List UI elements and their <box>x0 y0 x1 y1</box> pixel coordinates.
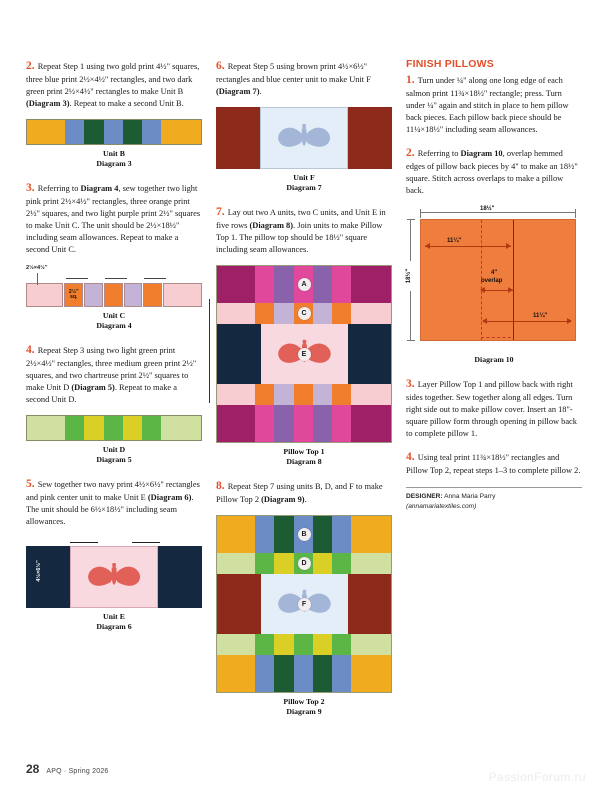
fabric-segment-light-green <box>27 416 65 440</box>
finish-step-2-body <box>406 149 578 195</box>
diagram-10-pillow-back <box>420 219 576 341</box>
unit-e-center <box>70 546 158 608</box>
d10-arrowhead-r1 <box>482 318 487 324</box>
fabric-segment-purple <box>274 405 293 442</box>
pillow-top-1-caption-line1: Pillow Top 1 <box>283 447 325 457</box>
pillow1-e-navy-left <box>217 324 261 384</box>
pillow2-f-brown-right <box>348 574 392 634</box>
step-4-number: 4. <box>26 343 35 356</box>
unit-badge-e: E <box>298 348 311 361</box>
moth-motif-icon <box>84 554 144 601</box>
d10-overlap-label-1: 4" <box>491 270 498 277</box>
fabric-segment-pink <box>332 405 351 442</box>
pillow-top-1-diagram <box>216 265 392 443</box>
body-text: , overlap hemmed edges of pillow back pieces by 4" to make an 18½" square. Stitch across overlaps to make a pillow back. <box>406 149 578 196</box>
fabric-segment-medium-green <box>104 416 123 440</box>
finish-step-3-number: 3. <box>406 378 415 391</box>
dim-arrow-1 <box>66 278 88 279</box>
d10-arrowhead-l1 <box>425 243 430 249</box>
finish-step-2-text <box>406 145 582 197</box>
unit-f-caption-line1: Unit F <box>293 173 315 183</box>
unit-c-rect-dim-label: 2½×4½" <box>26 264 48 271</box>
step-2-number: 2. <box>26 60 35 72</box>
d10-overlap-label-2: overlap <box>481 278 503 285</box>
unit-badge-b: B <box>298 528 311 541</box>
step-6-text <box>216 58 392 98</box>
fabric-segment-dark-green <box>84 120 103 144</box>
fabric-segment-blue <box>142 120 161 144</box>
body-text: Using teal print 11¾×18½" rectangles and Pillow Top 2, repeat steps 1–3 to complete pillow 2. <box>406 453 581 476</box>
fabric-segment-orange <box>294 384 313 405</box>
pillow1-row-c-bottom <box>217 384 391 405</box>
folio-text: APQ · Spring 2026 <box>46 768 109 775</box>
fabric-segment-light-green <box>351 634 391 655</box>
leader-line <box>37 273 38 285</box>
fabric-segment-pink <box>255 266 274 303</box>
folio-number: 28 <box>26 762 40 776</box>
fabric-segment-light-pink <box>351 384 391 405</box>
unit-f-center <box>260 107 348 169</box>
fabric-segment-dark-green <box>123 120 142 144</box>
pillow-top-2-caption-line1: Pillow Top 2 <box>283 697 325 707</box>
fabric-segment-medium-green <box>255 634 274 655</box>
body-text: Repeat Step 1 using two gold print 4½" squares, three blue print 2½×4½" rectangles, and two dark green print 2½×4½" rectangles to make Unit B <box>26 62 200 97</box>
fabric-segment-magenta <box>217 266 255 303</box>
step-5-number: 5. <box>26 477 35 490</box>
finish-step-1-text <box>406 72 582 136</box>
fabric-segment-chartreuse <box>313 634 332 655</box>
step-5-body <box>26 477 200 527</box>
fabric-segment-pink <box>294 405 313 442</box>
body-text: . Repeat to make a second Unit D. <box>26 383 177 404</box>
designer-label: DESIGNER: <box>406 493 443 501</box>
fabric-segment-light-pink <box>163 283 202 307</box>
fabric-segment-orange <box>255 384 274 405</box>
fabric-segment-dark-green <box>313 516 332 553</box>
fabric-segment-light-pink <box>351 303 391 324</box>
fabric-segment-orange <box>255 303 274 324</box>
unit-b-strip <box>26 119 202 145</box>
unit-c-dimension-annotations <box>26 265 202 283</box>
designer-credit <box>406 492 582 511</box>
emphasis-text: Diagram 10 <box>460 149 503 159</box>
fabric-segment-orange <box>332 303 351 324</box>
unit-e-caption-line1: Unit E <box>103 611 125 621</box>
finish-step-1-number: 1. <box>406 74 415 86</box>
d10-dashed-bottom <box>481 337 511 338</box>
unit-f-caption <box>216 173 392 193</box>
pillow2-f-center <box>261 574 348 634</box>
step-7-body <box>216 208 386 254</box>
emphasis-text: (Diagram 6) <box>147 493 192 503</box>
fabric-segment-purple <box>274 266 293 303</box>
fabric-segment-orange <box>104 283 123 307</box>
pillow-top-2-caption-line2: Diagram 9 <box>286 707 322 717</box>
pillow-top-1-caption <box>216 447 392 467</box>
fabric-segment-pink <box>255 405 274 442</box>
finish-step-4-text <box>406 449 582 477</box>
body-text: . Join units to make Pillow Top 1. The pillow top should be 18½" square including seam allowances. <box>216 221 383 255</box>
unit-c-caption <box>26 311 202 331</box>
step-3-body <box>26 184 200 254</box>
d10-left-inner-label: 11¼" <box>447 238 462 245</box>
step-8-number: 8. <box>216 480 225 493</box>
step-3-number: 3. <box>26 182 35 195</box>
step-5-text <box>26 476 202 528</box>
unit-c-caption-line2: Diagram 4 <box>96 320 132 330</box>
fabric-segment-light-green <box>217 634 255 655</box>
finish-step-4-body <box>406 453 580 475</box>
fabric-segment-light-pink <box>26 283 63 307</box>
pillow2-row-d-top <box>217 553 391 574</box>
fabric-segment-light-pink <box>217 303 255 324</box>
unit-e-navy-left <box>26 546 70 608</box>
unit-b-caption <box>26 149 202 169</box>
pillow2-row-b <box>217 516 391 553</box>
fabric-segment-medium-green <box>142 416 161 440</box>
d10-left-label: 18½" <box>406 261 412 291</box>
finish-step-1-body <box>406 76 569 134</box>
fabric-segment-purple <box>313 405 332 442</box>
unit-f-caption-line2: Diagram 7 <box>286 183 322 193</box>
unit-e-dim-arrow-left <box>70 542 98 543</box>
step-8-body <box>216 482 383 504</box>
fabric-segment-medium-green <box>65 416 84 440</box>
pillow1-row-marker-3 <box>209 381 210 403</box>
pillow2-f-brown-left <box>217 574 261 634</box>
pillow1-row-c-top <box>217 303 391 324</box>
fabric-segment-gold <box>351 516 391 553</box>
unit-badge-c: C <box>298 307 311 320</box>
pillow1-row-a <box>217 266 391 303</box>
step-4-text <box>26 342 202 406</box>
diagram-10-wrapper <box>406 203 582 353</box>
emphasis-text: (Diagram 7) <box>216 87 260 97</box>
unit-f-brown-right <box>348 107 392 169</box>
emphasis-text: (Diagram 9) <box>261 495 305 505</box>
fabric-segment-orange <box>143 283 162 307</box>
unit-c-strip <box>26 283 202 307</box>
pillow1-e-navy-right <box>348 324 392 384</box>
emphasis-text: Diagram 4 <box>80 184 119 194</box>
step-6-number: 6. <box>216 60 225 72</box>
unit-e-diagram <box>26 546 202 608</box>
fabric-segment-gold <box>161 120 201 144</box>
fabric-segment-dark-green <box>313 655 332 692</box>
unit-d-caption-line2: Diagram 5 <box>96 454 132 464</box>
fabric-segment-light-purple <box>274 384 293 405</box>
body-text: Repeat Step 5 using brown print 4½×6½" rectangles and blue center unit to make Unit F <box>216 62 371 85</box>
body-text: Layer Pillow Top 1 and pillow back with right sides together. Sew together along all edges. Turn right side out to make pillow cover. Insert an 18"-square pillow form through opening in pillow back to complete pillow 1. <box>406 380 577 439</box>
step-4-body <box>26 343 197 404</box>
unit-badge-f: F <box>298 598 311 611</box>
pillow-top-2-diagram <box>216 515 392 693</box>
fabric-segment-blue <box>104 120 123 144</box>
fabric-segment-gold <box>217 655 255 692</box>
fabric-segment-medium-green <box>255 553 274 574</box>
d10-arrowhead-r2 <box>567 318 572 324</box>
pillow2-row-d-bottom <box>217 634 391 655</box>
fabric-segment-chartreuse <box>313 553 332 574</box>
fabric-segment-gold <box>217 516 255 553</box>
body-text: . <box>259 87 262 97</box>
diagram-10-caption: Diagram 10 <box>474 355 514 365</box>
unit-e-dim-label: 4½×6½" <box>36 560 42 583</box>
pillow-top-2-caption <box>216 697 392 717</box>
page-footer <box>26 762 109 776</box>
unit-badge-d: D <box>298 557 311 570</box>
body-text: . Repeat to make a second Unit B. <box>69 99 184 109</box>
body-text: Sew together two navy print 4½×6½" rectangles and pink center unit to make Unit E <box>26 479 200 503</box>
unit-c-square-label-line2: sq. <box>69 293 78 300</box>
d10-tick-left-bottom <box>407 340 415 341</box>
fabric-segment-medium-green <box>332 553 351 574</box>
fabric-segment-light-green <box>217 553 255 574</box>
d10-top-label: 18½" <box>480 206 495 213</box>
fabric-segment-light-purple <box>124 283 143 307</box>
body-text: . <box>304 495 307 505</box>
body-text: Lay out two A units, two C units, and Unit E in five rows <box>216 208 386 231</box>
body-text: Repeat Step 7 using units B, D, and F to make Pillow Top 2 <box>216 482 383 505</box>
pillow-top-1-wrapper <box>216 265 392 443</box>
unit-b-caption-line1: Unit B <box>103 149 125 159</box>
unit-e-dim-arrow-right <box>132 542 160 543</box>
fabric-segment-dark-green <box>274 516 293 553</box>
d10-overlap-right-edge <box>513 220 514 340</box>
designer-divider <box>406 487 582 488</box>
finish-step-4-number: 4. <box>406 451 415 464</box>
fabric-segment-chartreuse <box>84 416 103 440</box>
d10-right-inner-label: 11¼" <box>533 313 548 320</box>
d10-arrowhead-o2 <box>508 287 513 293</box>
unit-d-caption-line1: Unit D <box>102 444 126 454</box>
d10-measure-right <box>483 321 571 322</box>
fabric-segment-chartreuse <box>274 634 293 655</box>
fabric-segment-light-green <box>161 416 201 440</box>
moth-motif-icon <box>274 115 334 162</box>
fabric-segment-chartreuse <box>123 416 142 440</box>
fabric-segment-purple <box>313 266 332 303</box>
pillow1-row-a-bottom <box>217 405 391 442</box>
pillow2-row-f <box>217 574 391 634</box>
fabric-segment-light-purple <box>274 303 293 324</box>
d10-arrowhead-o1 <box>480 287 485 293</box>
unit-d-caption <box>26 445 202 465</box>
fabric-segment-light-purple <box>313 384 332 405</box>
pillow1-row-marker-1 <box>209 299 210 321</box>
fabric-segment-blue <box>255 655 274 692</box>
unit-f-diagram <box>216 107 392 169</box>
watermark: PassionForum.ru <box>488 770 586 784</box>
d10-measure-left <box>425 246 511 247</box>
column-right <box>406 58 582 728</box>
emphasis-text: (Diagram 8) <box>249 221 293 231</box>
step-8-text <box>216 478 392 506</box>
fabric-segment-blue <box>255 516 274 553</box>
d10-arrowhead-l2 <box>506 243 511 249</box>
fabric-segment-blue <box>294 655 313 692</box>
fabric-segment-orange <box>64 283 83 307</box>
fabric-segment-magenta <box>351 405 391 442</box>
d10-tick-left-top <box>407 219 415 220</box>
finish-step-3-text <box>406 376 582 440</box>
body-text: Referring to <box>37 184 81 194</box>
fabric-segment-blue <box>65 120 84 144</box>
column-left <box>26 58 202 728</box>
pillow1-e-center <box>261 324 348 384</box>
fabric-segment-pink <box>332 266 351 303</box>
fabric-segment-gold <box>351 655 391 692</box>
dim-arrow-3 <box>144 278 166 279</box>
step-2-text <box>26 58 202 110</box>
pillow1-row-marker-2 <box>209 321 210 381</box>
step-6-body <box>216 62 371 96</box>
unit-e-navy-right <box>158 546 202 608</box>
three-column-layout <box>26 58 582 728</box>
d10-dim-line-top <box>420 212 576 213</box>
designer-name: Anna Maria Parry <box>444 493 496 501</box>
finish-step-3-body <box>406 380 577 438</box>
body-text: Repeat Step 3 using two light green print 2½×4½" rectangles, three medium green print 2½" squares, and two chartreuse print 2½" squares to make Unit D <box>26 345 197 393</box>
step-2-body <box>26 62 199 108</box>
pillow1-row-e <box>217 324 391 384</box>
unit-c-square-label-line1: 2½" <box>68 288 79 295</box>
pillow-top-1-caption-line2: Diagram 8 <box>286 457 322 467</box>
column-middle <box>216 58 392 728</box>
fabric-segment-light-pink <box>217 384 255 405</box>
fabric-segment-chartreuse <box>274 553 293 574</box>
unit-f-brown-left <box>216 107 260 169</box>
pillow2-row-b-bottom <box>217 655 391 692</box>
fabric-segment-magenta <box>217 405 255 442</box>
unit-badge-a: A <box>298 278 311 291</box>
finish-step-2-number: 2. <box>406 147 415 160</box>
section-heading-finish-pillows: FINISH PILLOWS <box>406 58 494 70</box>
designer-website[interactable]: (annamariatextiles.com) <box>406 502 477 510</box>
fabric-segment-magenta <box>351 266 391 303</box>
fabric-segment-blue <box>332 516 351 553</box>
step-7-text <box>216 204 392 256</box>
fabric-segment-dark-green <box>274 655 293 692</box>
d10-tick-top-left <box>420 209 421 218</box>
body-text: Turn under ¼" along one long edge of each salmon print 11¾×18½" rectangle; press. Turn under ¼" again and stitch in place to hem pillow back pieces. Each pillow back piece should be 11¼×18½" including seam allowances. <box>406 76 569 135</box>
fabric-segment-light-green <box>351 553 391 574</box>
fabric-segment-light-purple <box>313 303 332 324</box>
emphasis-text: (Diagram 5) <box>71 383 115 393</box>
d10-tick-top-right <box>575 209 576 218</box>
fabric-segment-light-purple <box>84 283 103 307</box>
step-7-number: 7. <box>216 206 225 219</box>
unit-c-caption-line1: Unit C <box>102 310 126 320</box>
unit-d-strip <box>26 415 202 441</box>
fabric-segment-medium-green <box>294 634 313 655</box>
body-text: , sew together two light pink print 2½×4½" rectangles, three orange print 2½" squares, and two light purple print 2½" squares to make Unit C. The unit should be 2½×18½" including seam allowances. Repeat to make a second Unit C. <box>26 184 201 255</box>
step-3-text <box>26 180 202 256</box>
fabric-segment-blue <box>332 655 351 692</box>
dim-arrow-2 <box>105 278 127 279</box>
body-text: Referring to <box>417 149 461 159</box>
fabric-segment-orange <box>332 384 351 405</box>
body-text: . The unit should be 6½×18½" including seam allowances. <box>26 493 194 527</box>
fabric-segment-gold <box>27 120 65 144</box>
unit-e-caption <box>26 612 202 632</box>
unit-e-caption-line2: Diagram 6 <box>96 621 132 631</box>
fabric-segment-medium-green <box>332 634 351 655</box>
emphasis-text: (Diagram 3) <box>26 99 70 109</box>
unit-b-caption-line2: Diagram 3 <box>96 159 132 169</box>
